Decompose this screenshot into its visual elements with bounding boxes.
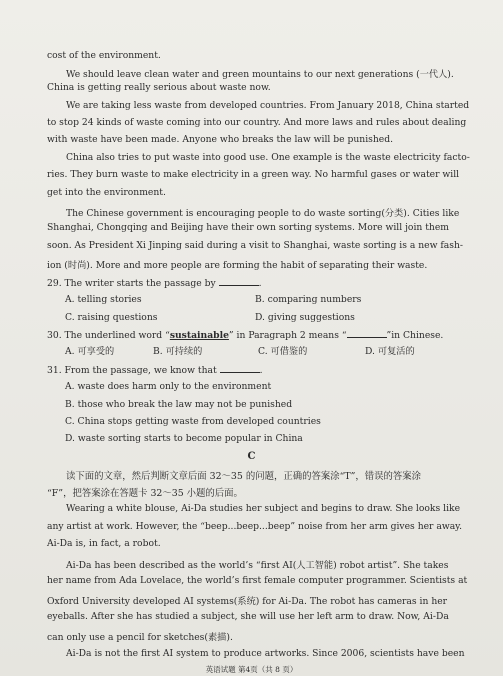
page-footer: 英语试题 第4页（共 8 页）: [205, 665, 298, 674]
passage-line: The Chinese government is encouraging people to do waste sorting(分类). Cities like: [66, 208, 460, 219]
options-row: [65, 345, 485, 359]
section-instructions: “F”，把答案涂在答题卡 32～35 小题的后面。: [47, 488, 243, 499]
option-a: A. waste does harm only to the environment: [65, 381, 272, 392]
option-d: D. 可复活的: [365, 346, 415, 357]
section-instructions: 读下面的文章，然后判断文章后面 32～35 的问题，正确的答案涂“T”，错误的答案涂: [66, 471, 422, 482]
answer-blank: [220, 363, 260, 373]
option-a: A. telling stories: [65, 294, 142, 305]
option-c: C. China stops getting waste from developed countries: [65, 416, 321, 427]
passage-line: We are taking less waste from developed countries. From January 2018, China started: [66, 100, 470, 111]
passage-line: get into the environment.: [47, 187, 166, 198]
option-b: B. those who break the law may not be punished: [65, 399, 293, 410]
passage-line: her name from Ada Lovelace, the world’s first female computer programmer. Scientists at: [47, 575, 468, 586]
passage-line: Oxford University developed AI systems(系统) for Ai-Da. The robot has cameras in her: [47, 596, 448, 607]
options-row: [65, 293, 485, 307]
option-b: B. 可持续的: [153, 346, 203, 357]
question-stem: 31. From the passage, we know that: [47, 365, 217, 376]
passage-line: can only use a pencil for sketches(素描).: [47, 632, 233, 643]
underlined-word: sustainable: [169, 330, 229, 341]
question-stem-mid: ” in Paragraph 2 means “: [228, 330, 347, 341]
passage-line: ion (时尚). More and more people are forming the habit of separating their waste.: [47, 260, 428, 271]
passage-line: with waste have been made. Anyone who breaks the law will be punished.: [47, 134, 394, 145]
option-d: D. giving suggestions: [255, 312, 355, 323]
passage-line: Ai-Da has been described as the world’s “first AI(人工智能) robot artist”. She takes: [66, 560, 449, 571]
option-a: A. 可享受的: [65, 346, 115, 357]
passage-line: China is getting really serious about waste now.: [47, 82, 271, 93]
question-stem: 29. The writer starts the passage by: [47, 278, 216, 289]
passage-line: Wearing a white blouse, Ai-Da studies her subject and begins to draw. She looks like: [66, 503, 461, 514]
passage-line: Shanghai, Chongqing and Beijing have their own sorting systems. More will join them: [47, 222, 449, 233]
option-d: D. waste sorting starts to become popular in China: [65, 433, 303, 444]
passage-line: We should leave clean water and green mountains to our next generations (一代人).: [66, 69, 454, 80]
passage-line: cost of the environment.: [47, 50, 161, 61]
question-end: .: [259, 365, 263, 376]
question-stem-end: ”in Chinese.: [386, 330, 444, 341]
passage-line: Ai-Da is, in fact, a robot.: [47, 538, 161, 549]
passage-line: soon. As President Xi Jinping said during a visit to Shanghai, waste sorting is a new fash-: [47, 240, 463, 251]
passage-line: Ai-Da is not the first AI system to produce artworks. Since 2006, scientists have been: [66, 648, 465, 659]
question-29: [47, 276, 262, 291]
question-stem: 30. The underlined word “: [47, 330, 170, 341]
answer-blank: [347, 328, 387, 338]
options-row: [65, 311, 485, 325]
passage-line: ries. They burn waste to make electricity in a green way. No harmful gases or water will: [47, 169, 460, 180]
option-b: B. comparing numbers: [255, 294, 362, 305]
option-c: C. 可借鉴的: [258, 346, 308, 357]
question-30: [47, 328, 443, 343]
passage-line: China also tries to put waste into good use. One example is the waste electricity facto-: [66, 152, 470, 163]
question-31: [47, 363, 263, 378]
passage-line: to stop 24 kinds of waste coming into our country. And more laws and rules about dealing: [47, 117, 467, 128]
option-c: C. raising questions: [65, 312, 158, 323]
answer-blank: [219, 276, 259, 286]
section-title: C: [247, 451, 256, 462]
passage-line: eyeballs. After she has studied a subject, she will use her left arm to draw. Now, Ai-Da: [47, 611, 449, 622]
passage-line: any artist at work. However, the “beep...beep...beep” noise from her arm gives her away.: [47, 521, 463, 532]
question-end: .: [258, 278, 262, 289]
